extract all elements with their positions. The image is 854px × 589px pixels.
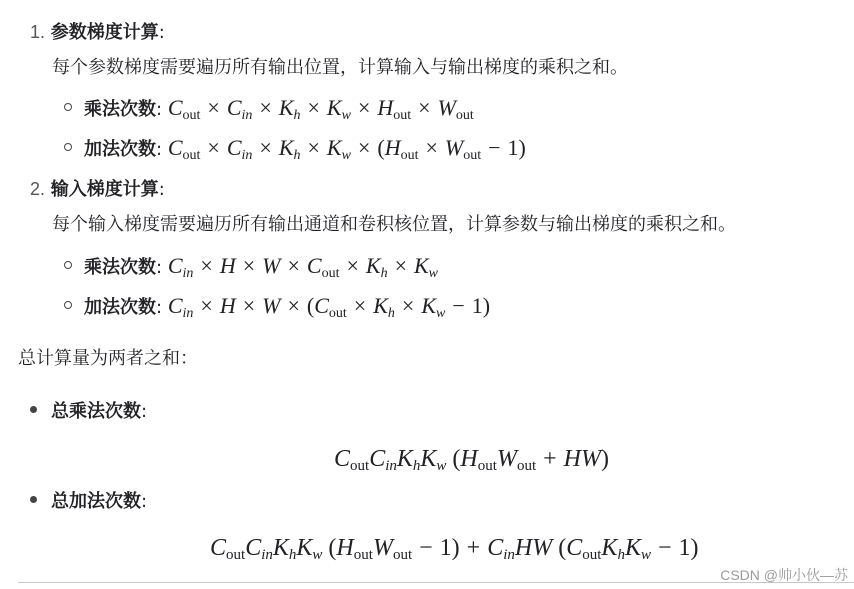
- section2-number: 2.: [30, 179, 46, 199]
- mul-label: 乘法次数: [84, 257, 156, 278]
- add-label: 加法次数: [84, 297, 156, 318]
- section1-number: 1.: [30, 22, 46, 42]
- section2-heading: [30, 177, 165, 202]
- hollow-bullet-icon: [64, 143, 72, 151]
- section1-add-item: 加法次数: $C_{out} \times C_{in} \times K_h \times K_w \times (H_{out} \times W_{out} - 1)$: [64, 136, 526, 162]
- section2-add-item: 加法次数: $C_{in} \times H \times W \times (C_{out} \times K_h \times K_w - 1)$: [64, 294, 490, 320]
- csdn-watermark: CSDN @帅小伙—苏: [720, 567, 848, 583]
- section1-mul-item: 乘法次数: $C_{out} \times C_{in} \times K_h \times K_w \times H_{out} \times W_{out}$: [64, 96, 474, 122]
- hollow-bullet-icon: [64, 103, 72, 111]
- summary-text: 总计算量为两者之和：: [18, 348, 198, 369]
- section2-colon: :: [158, 179, 165, 200]
- total-mul-label: 总乘法次数: [51, 401, 141, 422]
- section1-description: 每个参数梯度需要遍历所有输出位置，计算输入与输出梯度的乘积之和。: [52, 57, 628, 78]
- total-mul-formula: $C_{out}C_{in}K_hK_w$ $(H_{out}W_{out} + HW)$: [334, 446, 609, 474]
- section1-heading: [30, 20, 165, 45]
- solid-bullet-icon: [30, 406, 37, 413]
- section1-colon: :: [158, 22, 165, 43]
- section1-mul-formula: $C_{out} \times C_{in} \times K_h \times K_w \times H_{out} \times W_{out}$: [167, 95, 474, 123]
- total-add-item: 总加法次数:: [30, 490, 147, 514]
- total-add-label: 总加法次数: [51, 491, 141, 512]
- section1-title: 参数梯度计算: [50, 22, 159, 43]
- section2-add-formula: $C_{in} \times H \times W \times (C_{out} \times K_h \times K_w - 1)$: [167, 293, 491, 321]
- section2-description: 每个输入梯度需要遍历所有输出通道和卷积核位置，计算参数与输出梯度的乘积之和。: [52, 214, 736, 235]
- hollow-bullet-icon: [64, 261, 72, 269]
- section1-add-formula: $C_{out} \times C_{in} \times K_h \times K_w \times (H_{out} \times W_{out} - 1)$: [167, 135, 526, 163]
- section2-mul-formula: $C_{in} \times H \times W \times C_{out} \times K_h \times K_w$: [167, 253, 439, 281]
- section2-title: 输入梯度计算: [50, 179, 159, 200]
- total-add-formula: $C_{out}C_{in}K_hK_w$ $(H_{out}W_{out} - 1) + C_{in}HW$ $(C_{out}K_hK_w - 1)$: [210, 535, 699, 563]
- add-label: 加法次数: [84, 139, 156, 160]
- total-mul-item: 总乘法次数:: [30, 400, 147, 424]
- mul-label: 乘法次数: [84, 99, 156, 120]
- hollow-bullet-icon: [64, 301, 72, 309]
- section2-mul-item: 乘法次数: $C_{in} \times H \times W \times C_{out} \times K_h \times K_w$: [64, 254, 438, 280]
- solid-bullet-icon: [30, 496, 37, 503]
